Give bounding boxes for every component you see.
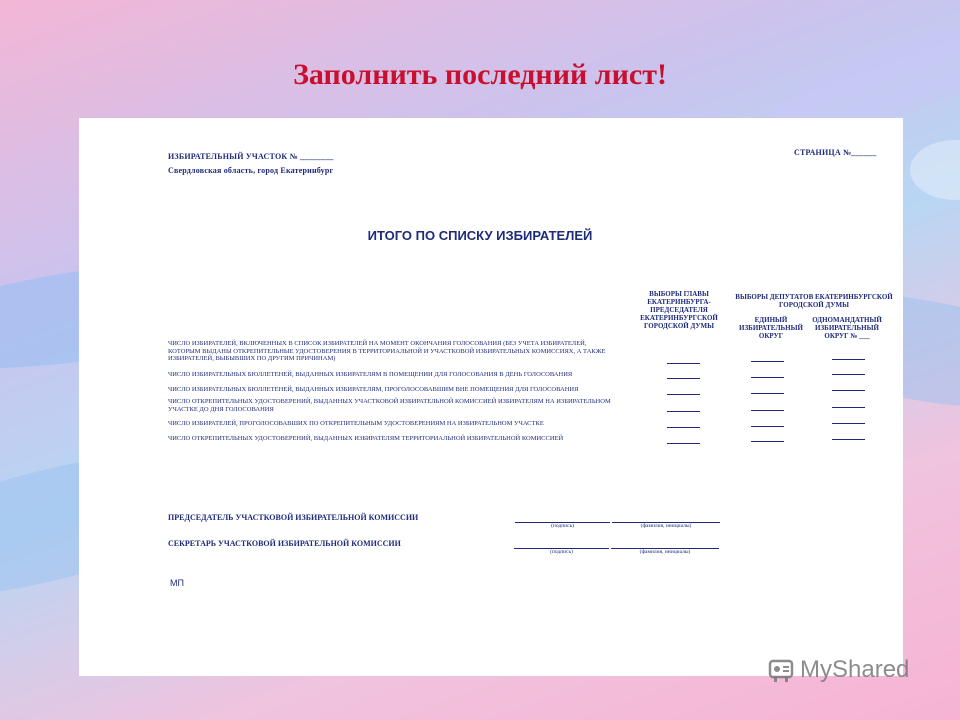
entry-blank[interactable]: [751, 377, 784, 378]
row-label: ЧИСЛО ИЗБИРАТЕЛЬНЫХ БЮЛЛЕТЕНЕЙ, ВЫДАННЫХ ИЗБИРАТЕЛЯМ В ПОМЕЩЕНИИ ДЛЯ ГОЛОСОВАНИЯ В ДЕНЬ ГОЛОСОВАНИЯ: [168, 371, 573, 378]
entry-blank[interactable]: [751, 426, 784, 427]
entry-blank[interactable]: [667, 443, 700, 444]
row-label: ЧИСЛО ИЗБИРАТЕЛЕЙ, ВКЛЮЧЕННЫХ В СПИСОК ИЗБИРАТЕЛЕЙ НА МОМЕНТ ОКОНЧАНИЯ ГОЛОСОВАНИЯ (БЕЗ УЧЕТА ИЗБИРАТЕЛЕЙ, КОТОРЫМ ВЫДАНЫ ОТКРЕПИТЕЛЬНЫЕ УДОСТОВЕРЕНИЯ В ТЕРРИТОРИАЛЬНОЙ И УЧАСТКОВОЙ ИЗБИРАТЕЛЬНЫХ КОМИССИЯХ, А ТАКЖЕ ИЗБИРАТЕЛЕЙ, ВЫБЫВШИХ ПО ДРУГИМ ПРИЧИНАМ): [168, 340, 606, 362]
entry-blank[interactable]: [751, 393, 784, 394]
row-label: ЧИСЛО ОТКРЕПИТЕЛЬНЫХ УДОСТОВЕРЕНИЙ, ВЫДАННЫХ ИЗБИРАТЕЛЯМ ТЕРРИТОРИАЛЬНОЙ ИЗБИРАТЕЛЬНОЙ КОМИССИЕЙ: [168, 435, 564, 442]
row-label: ЧИСЛО ИЗБИРАТЕЛЕЙ, ПРОГОЛОСОВАВШИХ ПО ОТКРЕПИТЕЛЬНЫМ УДОСТОВЕРЕНИЯМ НА ИЗБИРАТЕЛЬНОМ УЧАСТКЕ: [168, 420, 544, 427]
entry-blank[interactable]: [751, 410, 784, 411]
name-caption: (фамилия, инициалы): [640, 523, 692, 529]
entry-blank[interactable]: [751, 361, 784, 362]
signature-caption: (подпись): [550, 549, 573, 555]
precinct-number: ИЗБИРАТЕЛЬНЫЙ УЧАСТОК № ________: [168, 152, 334, 161]
stamp-place: МП: [170, 578, 184, 588]
entry-blank[interactable]: [832, 390, 865, 391]
region-label: Свердловская область, город Екатеринбург: [168, 166, 334, 175]
document-page: [79, 118, 903, 676]
entry-blank[interactable]: [667, 394, 700, 395]
page-number: СТРАНИЦА №______: [794, 148, 877, 157]
name-caption: (фамилия, инициалы): [639, 549, 691, 555]
entry-blank[interactable]: [667, 411, 700, 412]
column-header-single-district: ЕДИНЫЙ ИЗБИРАТЕЛЬНЫЙ ОКРУГ: [739, 316, 803, 340]
document-title: ИТОГО ПО СПИСКУ ИЗБИРАТЕЛЕЙ: [367, 228, 593, 243]
watermark-text: MyShared: [800, 656, 910, 683]
chairman-label: ПРЕДСЕДАТЕЛЬ УЧАСТКОВОЙ ИЗБИРАТЕЛЬНОЙ КОМИССИИ: [168, 513, 419, 522]
watermark: [768, 656, 909, 684]
entry-blank[interactable]: [832, 439, 865, 440]
column-header-duma: ВЫБОРЫ ДЕПУТАТОВ ЕКАТЕРИНБУРГСКОЙ ГОРОДСКОЙ ДУМЫ: [735, 293, 893, 309]
entry-blank[interactable]: [832, 374, 865, 375]
column-header-mandate-district: ОДНОМАНДАТНЫЙ ИЗБИРАТЕЛЬНЫЙ ОКРУГ № ___: [812, 316, 882, 340]
secretary-label: СЕКРЕТАРЬ УЧАСТКОВОЙ ИЗБИРАТЕЛЬНОЙ КОМИССИИ: [168, 539, 401, 548]
signature-caption: (подпись): [551, 523, 574, 529]
entry-blank[interactable]: [667, 363, 700, 364]
entry-blank[interactable]: [832, 407, 865, 408]
background-band: [910, 140, 960, 200]
row-label: ЧИСЛО ОТКРЕПИТЕЛЬНЫХ УДОСТОВЕРЕНИЙ, ВЫДАННЫХ УЧАСТКОВОЙ ИЗБИРАТЕЛЬНОЙ КОМИССИЕЙ ИЗБИРАТЕЛЯМ НА ИЗБИРАТЕЛЬНОМ УЧАСТКЕ ДО ДНЯ ГОЛОСОВАНИЯ: [168, 398, 611, 413]
entry-blank[interactable]: [667, 378, 700, 379]
row-label: ЧИСЛО ИЗБИРАТЕЛЬНЫХ БЮЛЛЕТЕНЕЙ, ВЫДАННЫХ ИЗБИРАТЕЛЯМ, ПРОГОЛОСОВАВШИМ ВНЕ ПОМЕЩЕНИЯ ДЛЯ ГОЛОСОВАНИЯ: [168, 386, 579, 393]
entry-blank[interactable]: [832, 359, 865, 360]
entry-blank[interactable]: [751, 441, 784, 442]
projector-icon: [768, 657, 796, 683]
slide-title: Заполнить последний лист!: [293, 58, 667, 91]
entry-blank[interactable]: [667, 427, 700, 428]
column-header-mayor: ВЫБОРЫ ГЛАВЫ ЕКАТЕРИНБУРГА- ПРЕДСЕДАТЕЛЯ ЕКАТЕРИНБУРГСКОЙ ГОРОДСКОЙ ДУМЫ: [640, 290, 718, 330]
entry-blank[interactable]: [832, 423, 865, 424]
